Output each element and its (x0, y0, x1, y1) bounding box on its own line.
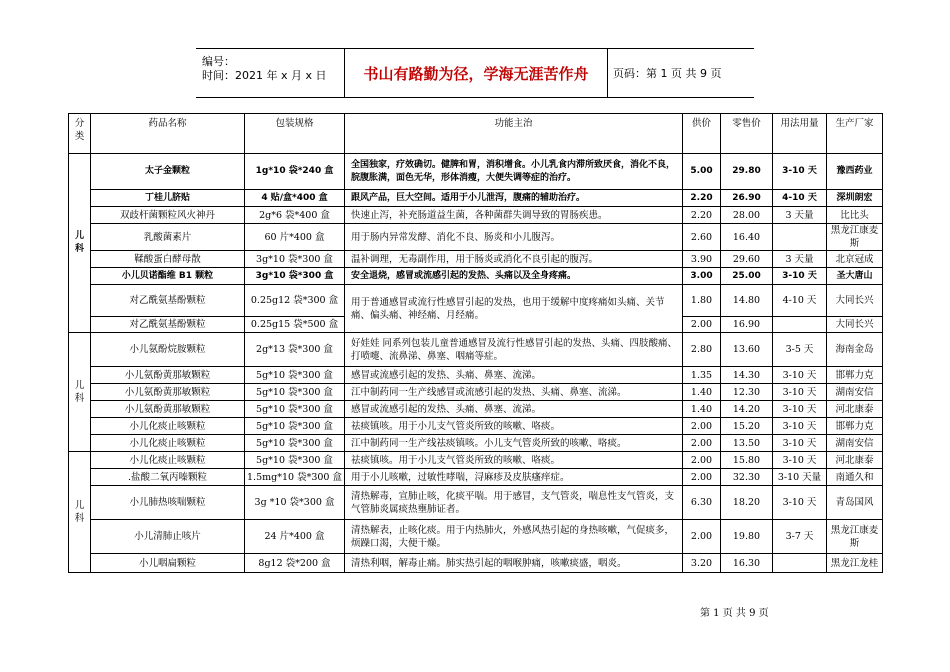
manufacturer: 豫西药业 (827, 154, 883, 190)
drug-name: .盐酸二氧丙嗪颗粒 (91, 469, 245, 486)
manufacturer: 大同长兴 (827, 317, 883, 333)
supply-price: 2.00 (683, 452, 721, 469)
manufacturer: 邯郸力克 (827, 367, 883, 384)
drug-table (68, 113, 883, 573)
retail-price: 29.80 (721, 154, 773, 190)
function-text: 清热利咽，解毒止痛。肺实热引起的咽喉肿痛，咳嗽痰盛，咽炎。 (345, 554, 683, 573)
col-header-retail-price: 零售价 (721, 114, 773, 154)
function-text: 温补调理，无毒副作用，用于肠炎或消化不良引起的腹泻。 (345, 251, 683, 268)
supply-price: 1.40 (683, 401, 721, 418)
package-spec: 5g*10 袋*300 盒 (245, 452, 345, 469)
retail-price: 18.20 (721, 486, 773, 520)
package-spec: 5g*10 袋*300 盒 (245, 367, 345, 384)
category-cell: 儿科 (69, 154, 91, 333)
function-text: 感冒或流感引起的发热、头痛、鼻塞、流涕。 (345, 401, 683, 418)
manufacturer: 湖南安信 (827, 384, 883, 401)
usage-period (773, 554, 827, 573)
supply-price: 3.00 (683, 268, 721, 285)
package-spec: 24 片*400 盒 (245, 520, 345, 554)
function-text: 祛痰镇咳。用于小儿支气管炎所致的咳嗽、咯痰。 (345, 418, 683, 435)
table-row (69, 418, 883, 435)
col-header-maker: 生产厂家 (827, 114, 883, 154)
drug-name: 小儿贝诺酯维 B1 颗粒 (91, 268, 245, 285)
usage-period: 3-10 天 (773, 401, 827, 418)
package-spec: 3g *10 袋*300 盒 (245, 486, 345, 520)
package-spec: 4 贴/盒*400 盒 (245, 190, 345, 207)
retail-price: 16.30 (721, 554, 773, 573)
usage-period (773, 317, 827, 333)
retail-price: 16.40 (721, 224, 773, 251)
drug-name: 双歧杆菌颗粒风火神丹 (91, 207, 245, 224)
manufacturer: 比比头 (827, 207, 883, 224)
drug-name: 小儿化痰止咳颗粒 (91, 452, 245, 469)
manufacturer: 大同长兴 (827, 285, 883, 317)
drug-name: 小儿肺热咳喘颗粒 (91, 486, 245, 520)
drug-name: 乳酸菌素片 (91, 224, 245, 251)
function-text: 江中制药同一生产线祛痰镇咳。小儿支气管炎所致的咳嗽、咯痰。 (345, 435, 683, 452)
supply-price: 1.40 (683, 384, 721, 401)
retail-price: 28.00 (721, 207, 773, 224)
manufacturer: 黑龙江龙桂 (827, 554, 883, 573)
table-row (69, 285, 883, 317)
usage-period: 3-10 天 (773, 268, 827, 285)
function-text: 感冒或流感引起的发热、头痛、鼻塞、流涕。 (345, 367, 683, 384)
supply-price: 2.00 (683, 469, 721, 486)
retail-price: 29.60 (721, 251, 773, 268)
retail-price: 15.20 (721, 418, 773, 435)
retail-price: 32.30 (721, 469, 773, 486)
package-spec: 2g*6 袋*400 盒 (245, 207, 345, 224)
supply-price: 3.20 (683, 554, 721, 573)
col-header-spec: 包装规格 (245, 114, 345, 154)
supply-price: 2.00 (683, 520, 721, 554)
drug-name: 对乙酰氨基酚颗粒 (91, 317, 245, 333)
drug-name: 小儿氨酚黄那敏颗粒 (91, 401, 245, 418)
usage-period (773, 224, 827, 251)
package-spec: 60 片*400 盒 (245, 224, 345, 251)
drug-name: 小儿氨酚烷胺颗粒 (91, 333, 245, 367)
package-spec: 0.25g12 袋*300 盒 (245, 285, 345, 317)
function-text: 祛痰镇咳。用于小儿支气管炎所致的咳嗽、咯痰。 (345, 452, 683, 469)
retail-price: 13.50 (721, 435, 773, 452)
page-footer: 第 1 页 共 9 页 (700, 608, 769, 619)
package-spec: 5g*10 袋*300 盒 (245, 418, 345, 435)
package-spec: 1g*10 袋*240 盒 (245, 154, 345, 190)
manufacturer: 邯郸力克 (827, 418, 883, 435)
function-text: 用于小儿咳嗽，过敏性哮喘，浔麻疹及皮肤瘙痒症。 (345, 469, 683, 486)
retail-price: 14.20 (721, 401, 773, 418)
usage-period: 3-10 天 (773, 452, 827, 469)
table-row (69, 554, 883, 573)
supply-price: 6.30 (683, 486, 721, 520)
category-cell: 儿科 (69, 333, 91, 452)
table-row (69, 190, 883, 207)
table-row (69, 384, 883, 401)
document-header (196, 48, 754, 98)
drug-name: 鞣酸蛋白酵母散 (91, 251, 245, 268)
manufacturer: 深圳朗宏 (827, 190, 883, 207)
time-label: 时间：2021 年 x 月 x 日 (202, 69, 327, 82)
function-text: 清热解表，止咳化痰。用于内热肺火，外感风热引起的身热咳嗽，气促痰多，烦躁口渴，大便干燥。 (345, 520, 683, 554)
table-row (69, 207, 883, 224)
usage-period: 3 天量 (773, 251, 827, 268)
drug-name: 丁桂儿脐贴 (91, 190, 245, 207)
package-spec: 1.5mg*10 袋*300 盒 (245, 469, 345, 486)
package-spec: 5g*10 袋*300 盒 (245, 384, 345, 401)
usage-period: 3-10 天量 (773, 469, 827, 486)
usage-period: 4-10 天 (773, 190, 827, 207)
page-info: 页码：第 1 页 共 9 页 (613, 67, 722, 80)
usage-period: 3-10 天 (773, 435, 827, 452)
manufacturer: 湖南安信 (827, 435, 883, 452)
drug-name: 小儿清肺止咳片 (91, 520, 245, 554)
table-row (69, 435, 883, 452)
retail-price: 16.90 (721, 317, 773, 333)
package-spec: 3g*10 袋*300 盒 (245, 251, 345, 268)
category-cell: 儿科 (69, 452, 91, 573)
supply-price: 2.00 (683, 317, 721, 333)
function-text: 全国独家，疗效确切。健脾和胃，消积增食。小儿乳食内滞所致厌食，消化不良，脘腹胀满，面色无华，形体消瘦，大便失调等症的治疗。 (345, 154, 683, 190)
table-row (69, 367, 883, 384)
table-row (69, 452, 883, 469)
function-text: 跟风产品，巨大空间。适用于小儿泄泻，腹痛的辅助治疗。 (345, 190, 683, 207)
drug-name: 对乙酰氨基酚颗粒 (91, 285, 245, 317)
table-row (69, 268, 883, 285)
function-text: 好娃娃 同系列包装儿童普通感冒及流行性感冒引起的发热、头痛、四肢酸痛、打喷嚏、流鼻涕、鼻塞、咽痛等症。 (345, 333, 683, 367)
table-row (69, 333, 883, 367)
usage-period: 3-10 天 (773, 418, 827, 435)
supply-price: 5.00 (683, 154, 721, 190)
manufacturer: 河北康泰 (827, 452, 883, 469)
supply-price: 2.00 (683, 435, 721, 452)
supply-price: 1.35 (683, 367, 721, 384)
function-text: 江中制药同一生产线感冒或流感引起的发热、头痛、鼻塞、流涕。 (345, 384, 683, 401)
retail-price: 12.30 (721, 384, 773, 401)
retail-price: 13.60 (721, 333, 773, 367)
supply-price: 2.60 (683, 224, 721, 251)
drug-name: 小儿咽扁颗粒 (91, 554, 245, 573)
motto: 书山有路勤为径，学海无涯苦作舟 (345, 49, 608, 97)
manufacturer: 北京冠成 (827, 251, 883, 268)
package-spec: 8g12 袋*200 盒 (245, 554, 345, 573)
usage-period: 3-10 天 (773, 384, 827, 401)
manufacturer: 黑龙江康麦斯 (827, 224, 883, 251)
drug-name: 小儿氨酚黄那敏颗粒 (91, 367, 245, 384)
function-text: 用于普通感冒或流行性感冒引起的发热，也用于缓解中度疼痛如头痛、关节痛、偏头痛、神经痛、月经痛。 (345, 285, 683, 333)
table-row (69, 486, 883, 520)
retail-price: 19.80 (721, 520, 773, 554)
function-text: 用于肠内异常发酵、消化不良、肠炎和小儿腹泻。 (345, 224, 683, 251)
manufacturer: 河北康泰 (827, 401, 883, 418)
package-spec: 0.25g15 袋*500 盒 (245, 317, 345, 333)
retail-price: 15.80 (721, 452, 773, 469)
retail-price: 25.00 (721, 268, 773, 285)
col-header-supply-price: 供价 (683, 114, 721, 154)
package-spec: 5g*10 袋*300 盒 (245, 401, 345, 418)
usage-period: 3-7 天 (773, 520, 827, 554)
usage-period: 3-10 天 (773, 486, 827, 520)
col-header-category: 分类 (69, 114, 91, 154)
table-row (69, 154, 883, 190)
package-spec: 5g*10 袋*300 盒 (245, 435, 345, 452)
table-row (69, 469, 883, 486)
supply-price: 3.90 (683, 251, 721, 268)
function-text: 安全退烧，感冒或流感引起的发热、头痛以及全身疼痛。 (345, 268, 683, 285)
col-header-name: 药品名称 (91, 114, 245, 154)
package-spec: 2g*13 袋*300 盒 (245, 333, 345, 367)
table-row (69, 401, 883, 418)
retail-price: 14.30 (721, 367, 773, 384)
table-header-row (69, 114, 883, 154)
supply-price: 1.80 (683, 285, 721, 317)
drug-name: 小儿氨酚黄那敏颗粒 (91, 384, 245, 401)
table-row (69, 251, 883, 268)
usage-period: 3-5 天 (773, 333, 827, 367)
col-header-function: 功能主治 (345, 114, 683, 154)
col-header-usage: 用法用量 (773, 114, 827, 154)
manufacturer: 青岛国风 (827, 486, 883, 520)
manufacturer: 黑龙江康麦斯 (827, 520, 883, 554)
drug-name: 小儿化痰止咳颗粒 (91, 418, 245, 435)
drug-name: 太子金颗粒 (91, 154, 245, 190)
retail-price: 26.90 (721, 190, 773, 207)
drug-name: 小儿化痰止咳颗粒 (91, 435, 245, 452)
usage-period: 3-10 天 (773, 367, 827, 384)
manufacturer: 圣大唐山 (827, 268, 883, 285)
table-row (69, 520, 883, 554)
number-label: 编号： (202, 55, 235, 68)
usage-period: 3-10 天 (773, 154, 827, 190)
function-text: 清热解毒，宣肺止咳，化痰平喘。用于感冒，支气管炎，喘息性支气管炎，支气管肺炎属痰热壅肺证者。 (345, 486, 683, 520)
manufacturer: 海南金岛 (827, 333, 883, 367)
function-text: 快速止泻，补充肠道益生菌，各种菌群失调导致的胃肠疾患。 (345, 207, 683, 224)
supply-price: 2.20 (683, 207, 721, 224)
usage-period: 4-10 天 (773, 285, 827, 317)
supply-price: 2.20 (683, 190, 721, 207)
table-row (69, 224, 883, 251)
manufacturer: 南通久和 (827, 469, 883, 486)
usage-period: 3 天量 (773, 207, 827, 224)
header-meta (196, 49, 345, 97)
retail-price: 14.80 (721, 285, 773, 317)
supply-price: 2.00 (683, 418, 721, 435)
supply-price: 2.80 (683, 333, 721, 367)
package-spec: 3g*10 袋*300 盒 (245, 268, 345, 285)
